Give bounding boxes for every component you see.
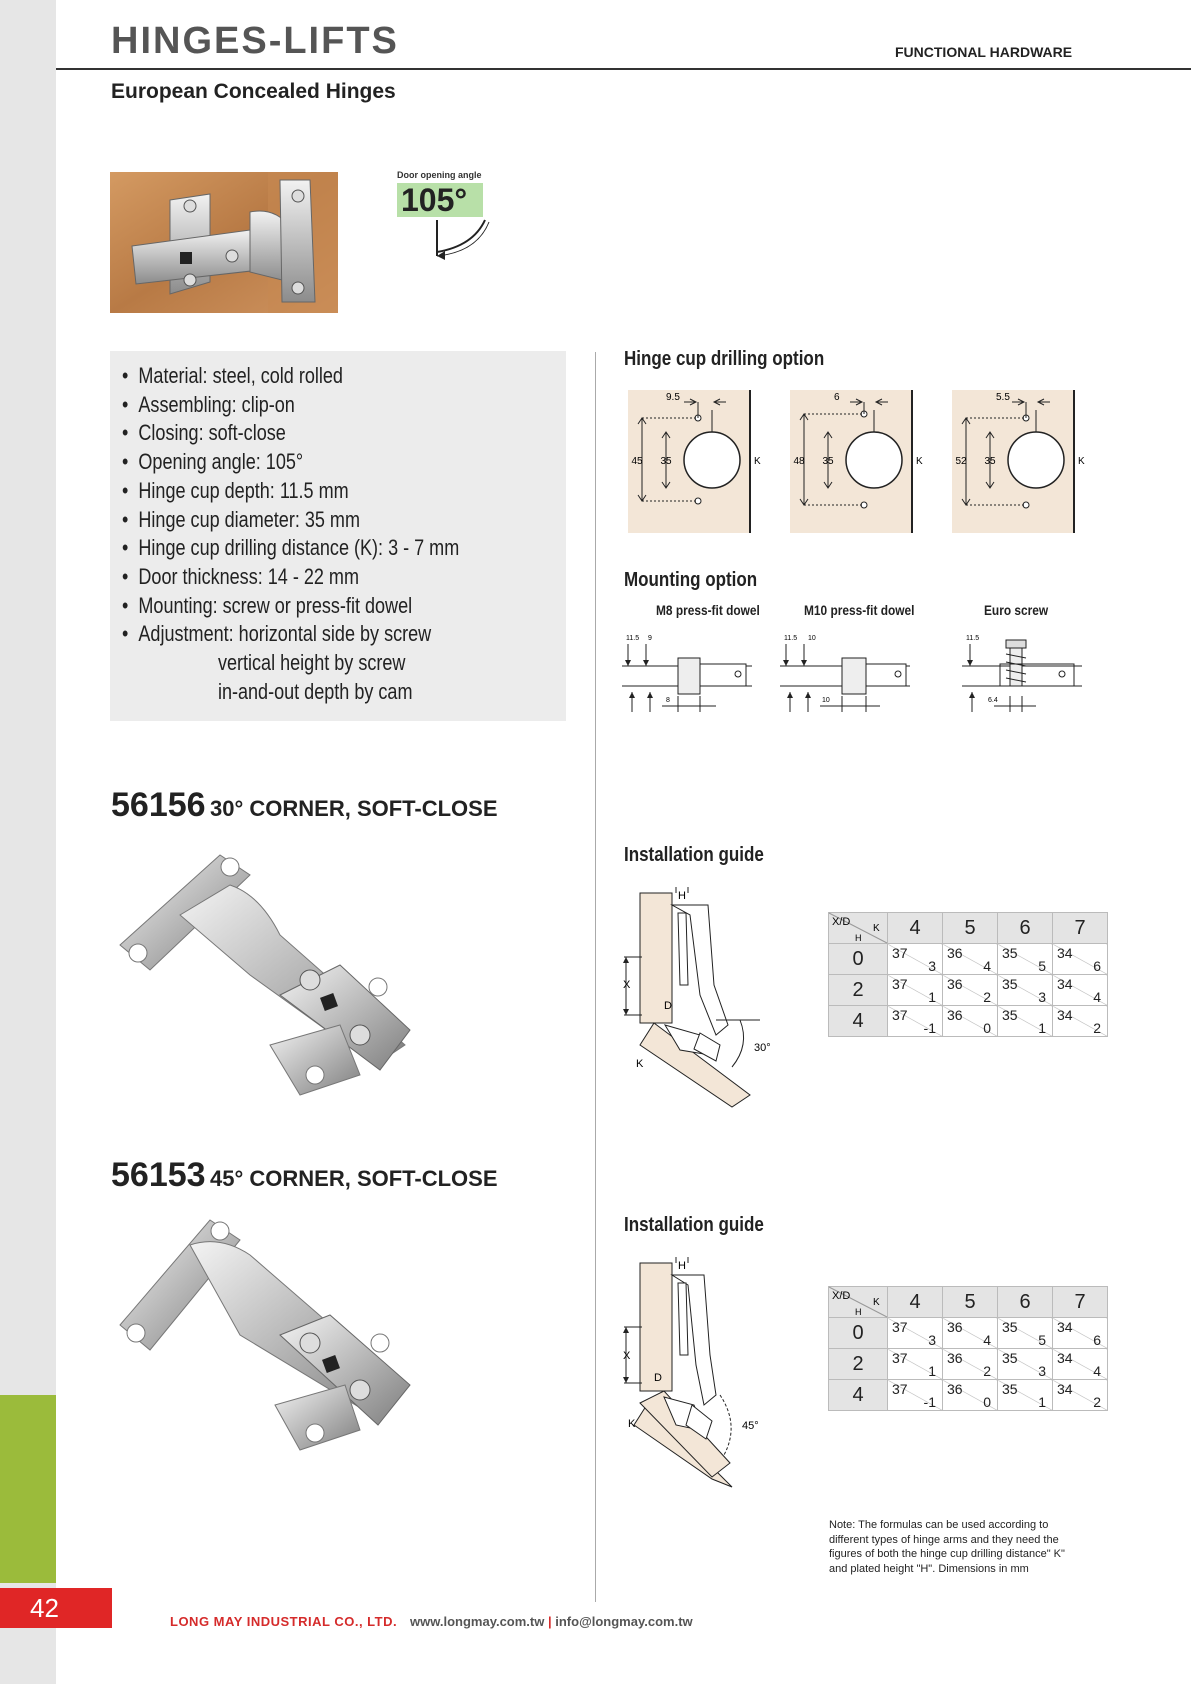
table-cell: 36 2 (943, 1349, 998, 1380)
section-subtitle: European Concealed Hinges (111, 80, 396, 103)
mounting-diagram-3 (962, 630, 1082, 721)
mounting-label-2: M10 press-fit dowel (804, 602, 915, 618)
guide-label-h: H (678, 1260, 686, 1272)
header-divider (56, 68, 1191, 70)
page-title: HINGES-LIFTS (111, 20, 399, 62)
table-cell: 37 3 (888, 1318, 943, 1349)
table-cell: 36 0 (943, 1006, 998, 1037)
guide-label-x: X (623, 1350, 631, 1362)
installation-diagram-30 (620, 885, 790, 1115)
footer-contact (410, 1614, 693, 1629)
table-cell: 34 2 (1053, 1006, 1108, 1037)
table-cell: 35 3 (998, 1349, 1053, 1380)
page-number: 42 (0, 1588, 112, 1628)
spec-item: • Hinge cup drilling distance (K): 3 - 7 mm (122, 535, 460, 561)
drill-dim-k: K (1078, 456, 1085, 467)
table-cell: 35 1 (998, 1380, 1053, 1411)
drill-dim-k: K (754, 456, 761, 467)
mounting-title: Mounting option (624, 569, 758, 591)
table-cell: 36 4 (943, 944, 998, 975)
table-h-value: 4 (829, 1006, 888, 1037)
table-k-header: 7 (1053, 1287, 1108, 1318)
spec-item: • Assembling: clip-on (122, 391, 295, 417)
table-k-header: 5 (943, 1287, 998, 1318)
footer-separator: | (547, 1614, 552, 1629)
green-accent-bar (0, 1395, 56, 1583)
installation-table-1 (828, 912, 1108, 1037)
table-cell: 35 5 (998, 1318, 1053, 1349)
spec-item: • Adjustment: horizontal side by screw (122, 621, 432, 647)
mount-dim-offset: 8 (666, 697, 670, 704)
table-cell: 37 1 (888, 975, 943, 1006)
drilling-diagram-1 (628, 390, 761, 540)
drilling-diagram-3 (952, 390, 1085, 540)
drill-dim-top: 9.5 (666, 392, 680, 403)
mounting-label-3: Euro screw (984, 602, 1049, 618)
guide-label-k: K (628, 1418, 636, 1430)
mount-dim-offset: 6.4 (988, 697, 998, 704)
table-k-header: 7 (1053, 913, 1108, 944)
table-cell: 36 0 (943, 1380, 998, 1411)
spec-item: • Hinge cup depth: 11.5 mm (122, 477, 349, 503)
mount-dim-dowel: 9 (648, 635, 652, 642)
product-number: 56153 (111, 1156, 206, 1194)
table-cell: 36 4 (943, 1318, 998, 1349)
product-heading-56153 (111, 1156, 498, 1195)
spec-item: • Mounting: screw or press-fit dowel (122, 592, 413, 618)
table-h-value: 2 (829, 975, 888, 1006)
drill-dim-top: 6 (834, 392, 840, 403)
table-cell: 35 5 (998, 944, 1053, 975)
spec-item: • Material: steel, cold rolled (122, 363, 343, 388)
hinge-photo (110, 172, 338, 313)
mounting-label-1: M8 press-fit dowel (656, 602, 760, 618)
drill-dim-outer: 45 (631, 456, 643, 467)
drilling-title: Hinge cup drilling option (624, 348, 825, 370)
table-cell: 37 3 (888, 944, 943, 975)
table-h-value: 4 (829, 1380, 888, 1411)
svg-text:K: K (873, 923, 880, 934)
spec-item: vertical height by screw (217, 650, 406, 676)
table-k-header: 4 (888, 1287, 943, 1318)
spec-item: • Door thickness: 14 - 22 mm (122, 563, 359, 589)
guide-label-x: X (623, 979, 631, 991)
drill-dim-k: K (916, 456, 923, 467)
opening-angle-arc-icon (433, 216, 493, 267)
table-cell: 34 2 (1053, 1380, 1108, 1411)
installation-table-2 (828, 1286, 1108, 1411)
table-cell: 37 1 (888, 1349, 943, 1380)
guide-angle: 30° (754, 1042, 771, 1054)
drill-dim-inner: 35 (660, 456, 672, 467)
table-cell: 34 6 (1053, 944, 1108, 975)
table-cell: 37 -1 (888, 1380, 943, 1411)
mount-dim-offset: 10 (822, 697, 830, 704)
installation-guide-title-1: Installation guide (624, 844, 764, 866)
column-divider (595, 352, 596, 1602)
spec-item: • Opening angle: 105° (122, 449, 304, 475)
guide-angle: 45° (742, 1420, 759, 1432)
category-label: FUNCTIONAL HARDWARE (895, 44, 1073, 60)
mounting-diagram-2 (780, 630, 910, 721)
table-k-header: 6 (998, 913, 1053, 944)
drilling-diagram-2 (790, 390, 923, 540)
opening-angle-value: 105° (397, 183, 483, 217)
table-k-header: 6 (998, 1287, 1053, 1318)
table-cell: 37 -1 (888, 1006, 943, 1037)
table-h-value: 0 (829, 1318, 888, 1349)
svg-text:X/D: X/D (832, 1290, 851, 1302)
table-corner (829, 913, 888, 944)
spec-item: in-and-out depth by cam (217, 678, 413, 704)
table-corner (829, 1287, 888, 1318)
table-cell: 36 2 (943, 975, 998, 1006)
table-h-value: 0 (829, 944, 888, 975)
table-row (829, 944, 1108, 975)
guide-label-d: D (654, 1372, 662, 1384)
svg-text:H: H (855, 1307, 862, 1317)
table-row (829, 975, 1108, 1006)
email-link[interactable]: info@longmay.com.tw (555, 1614, 693, 1629)
product-image-56153 (110, 1215, 420, 1465)
table-cell: 34 6 (1053, 1318, 1108, 1349)
svg-text:X/D: X/D (832, 916, 851, 928)
mount-dim-depth: 11.5 (784, 635, 798, 642)
product-description: 45° CORNER, SOFT-CLOSE (210, 1166, 498, 1191)
footnote: Note: The formulas can be used according to different types of hinge arms and they need the figures of both the hinge cup drilling distance" K" and plated height "H". Dimensions in mm (829, 1519, 1065, 1575)
product-image-56156 (110, 845, 420, 1110)
spec-list (122, 362, 533, 706)
table-cell: 34 4 (1053, 975, 1108, 1006)
table-h-value: 2 (829, 1349, 888, 1380)
table-cell: 34 4 (1053, 1349, 1108, 1380)
website-link[interactable]: www.longmay.com.tw (410, 1614, 545, 1629)
table-cell: 35 3 (998, 975, 1053, 1006)
mount-dim-depth: 11.5 (626, 635, 640, 642)
company-name: LONG MAY INDUSTRIAL CO., LTD. (170, 1614, 398, 1629)
product-heading-56156 (111, 786, 498, 825)
opening-angle-label: Door opening angle (397, 170, 482, 180)
table-row (829, 1006, 1108, 1037)
guide-label-d: D (664, 1000, 672, 1012)
installation-diagram-45 (620, 1255, 790, 1490)
drill-dim-outer: 48 (793, 456, 805, 467)
drill-dim-inner: 35 (822, 456, 834, 467)
table-k-header: 5 (943, 913, 998, 944)
mount-dim-dowel: 10 (808, 635, 816, 642)
svg-text:K: K (873, 1297, 880, 1308)
table-row (829, 1349, 1108, 1380)
drill-dim-inner: 35 (984, 456, 996, 467)
table-row (829, 1318, 1108, 1349)
drill-dim-outer: 52 (955, 456, 967, 467)
spec-item: • Hinge cup diameter: 35 mm (122, 506, 360, 532)
product-number: 56156 (111, 786, 206, 824)
table-cell: 35 1 (998, 1006, 1053, 1037)
drill-dim-top: 5.5 (996, 392, 1010, 403)
table-row (829, 1380, 1108, 1411)
mount-dim-depth: 11.5 (966, 635, 980, 642)
svg-text:H: H (855, 933, 862, 943)
product-description: 30° CORNER, SOFT-CLOSE (210, 796, 498, 821)
guide-label-h: H (678, 890, 686, 902)
guide-label-k: K (636, 1058, 644, 1070)
table-k-header: 4 (888, 913, 943, 944)
mounting-diagram-1 (622, 630, 752, 721)
installation-guide-title-2: Installation guide (624, 1214, 764, 1236)
spec-item: • Closing: soft-close (122, 420, 286, 446)
